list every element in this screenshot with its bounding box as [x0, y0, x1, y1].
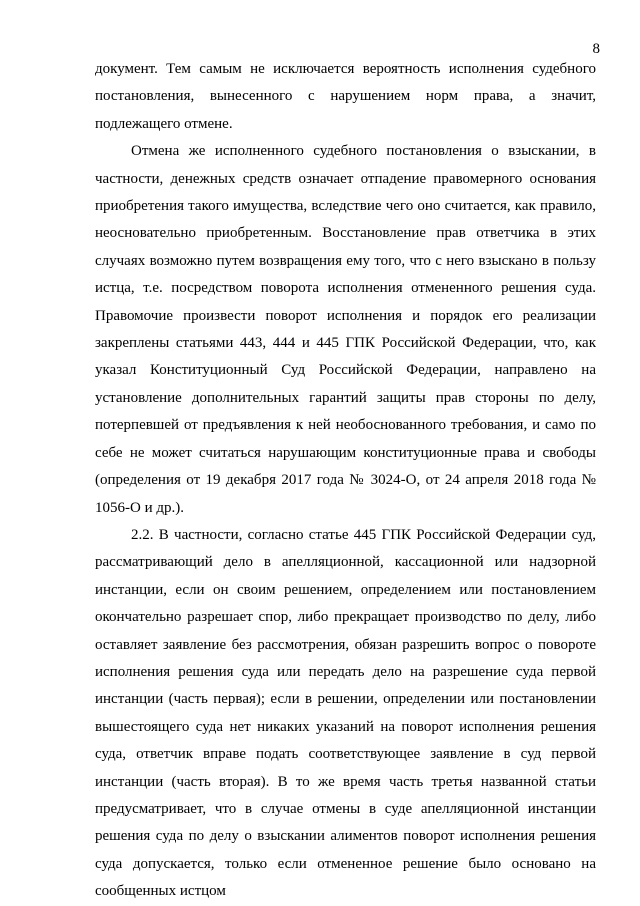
paragraph-continuation: документ. Тем самым не исключается вероятность исполнения судебного постановления, вынесенного с нарушением норм права, а значит, подлежащего отмене.	[95, 61, 596, 132]
paragraph-section-2-2: 2.2. В частности, согласно статье 445 ГПК Российской Федерации суд, рассматривающий дело в апелляционной, кассационной или надзорной инстанции, если он своим решением, определением или постановлением окончательно разрешает спор, либо прекращает производство по делу, либо оставляет заявление без рассмотрения, обязан разрешить вопрос о повороте исполнения решения суда или передать дело на разрешение суда первой инстанции (часть первая); если в решении, определении или постановлении вышестоящего суда нет никаких указаний на поворот исполнения решения суда, ответчик вправе подать соответствующее заявление в суд первой инстанции (часть вторая). В то же время часть третья названной статьи предусматривает, что в случае отмены в суде апелляционной инстанции решения суда по делу о взыскании алиментов поворот исполнения решения суда допускается, только если отмененное решение было основано на сообщенных истцом	[95, 526, 596, 900]
page-number: 8	[592, 41, 600, 57]
paragraph-reversal-of-execution: Отмена же исполненного судебного постановления о взыскании, в частности, денежных средств означает отпадение правомерного основания приобретения такого имущества, вследствие чего оно считается, как правило, неосновательно приобретенным. Восстановление прав ответчика в этих случаях возможно путем возвращения ему того, что с него взыскано в пользу истца, т.е. посредством поворота исполнения отмененного решения суда. Правомочие произвести поворот исполнения и порядок его реализации закреплены статьями 443, 444 и 445 ГПК Российской Федерации, что, как указал Конституционный Суд Российской Федерации, направлено на установление дополнительных гарантий защиты прав стороны по делу, потерпевшей от предъявления к ней необоснованного требования, и само по себе не может считаться нарушающим конституционные права и свободы (определения от 19 декабря 2017 года № 3024-О, от 24 апреля 2018 года № 1056-О и др.).	[95, 143, 596, 516]
document-body	[95, 56, 596, 906]
